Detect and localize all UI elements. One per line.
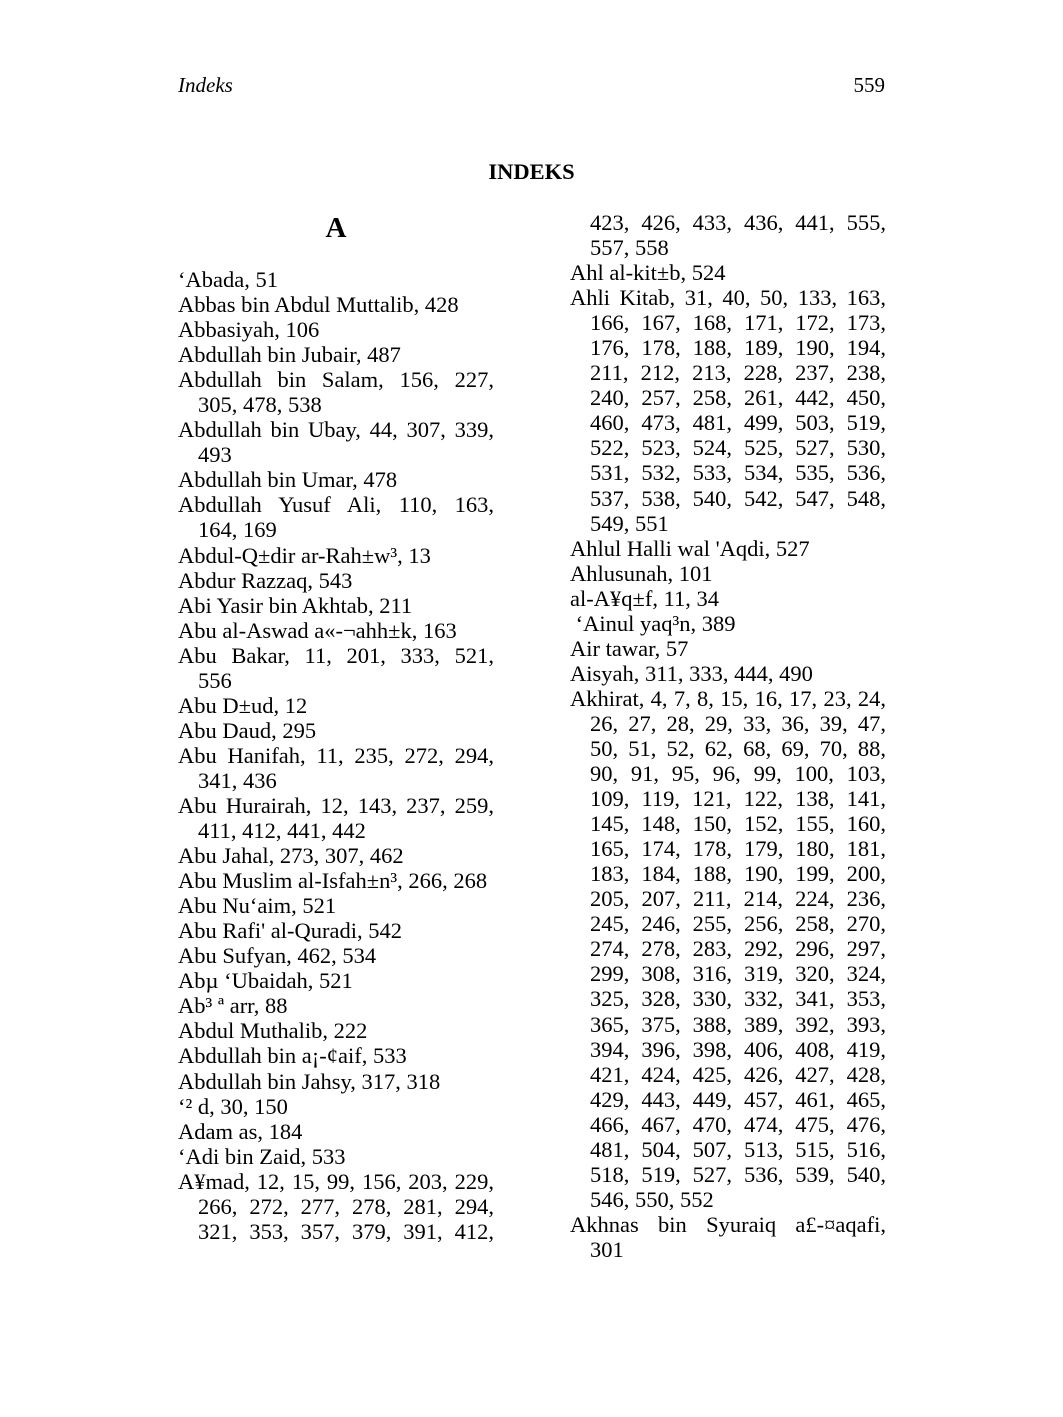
index-entry (570, 561, 886, 586)
index-column-left (178, 267, 494, 1244)
index-entry-continuation-line: 299, 308, 316, 319, 320, 324, (590, 961, 886, 987)
index-entry-term-line: Abu Jahal, 273, 307, 462 (178, 843, 404, 869)
index-entry-continuation-line: 341, 436 (198, 767, 277, 793)
index-entry-continuation-line: 423, 426, 433, 436, 441, 555, (590, 210, 886, 235)
index-entry-continuation-line: 546, 550, 552 (590, 1186, 714, 1212)
index-entry-term-line: Abu Rafi' al-Quradi, 542 (178, 918, 403, 944)
index-entry-continuation-line: 166, 167, 168, 171, 172, 173, (590, 310, 886, 336)
index-entry (178, 843, 494, 868)
index-entry (178, 367, 494, 417)
index-entry (178, 292, 494, 317)
index-entry (178, 568, 494, 593)
index-entry (178, 593, 494, 618)
index-entry (178, 793, 494, 843)
index-entry-term-line: Aisyah, 311, 333, 444, 490 (570, 660, 813, 686)
index-entry-continuation-line: 325, 328, 330, 332, 341, 353, (590, 986, 886, 1012)
index-entry-continuation-line: 321, 353, 357, 379, 391, 412, (198, 1218, 494, 1244)
index-entry-term-line: Akhirat, 4, 7, 8, 15, 16, 17, 23, 24, (570, 685, 886, 711)
index-entry-continuation-line: 165, 174, 178, 179, 180, 181, (590, 836, 886, 862)
index-entry-term-line: Abbas bin Abdul Muttalib, 428 (178, 292, 459, 318)
index-entry-term-line: Abu Bakar, 11, 201, 333, 521, (178, 642, 494, 668)
index-entry (178, 1094, 494, 1119)
index-entry-term-line: Abu D±ud, 12 (178, 692, 308, 718)
index-entry (570, 1212, 886, 1262)
index-entry-continuation-line: 531, 532, 533, 534, 535, 536, (590, 460, 886, 486)
index-entry-term-line: ‘Abada, 51 (178, 267, 278, 292)
index-entry (178, 342, 494, 367)
index-entry-term-line: al-A¥q±f, 11, 34 (570, 585, 719, 611)
index-entry-term-line: Abu Hanifah, 11, 235, 272, 294, (178, 742, 494, 768)
index-entry-continuation-line: 411, 412, 441, 442 (198, 818, 366, 844)
index-entry-continuation-line: 183, 184, 188, 190, 199, 200, (590, 861, 886, 887)
index-entry-term-line: Abdul-Q±dir ar-Rah±w³, 13 (178, 542, 431, 568)
index-entry (570, 686, 886, 1212)
index-entry (570, 636, 886, 661)
index-entry-continuation-line: 556 (198, 667, 232, 693)
index-entry-term-line: Air tawar, 57 (570, 635, 689, 661)
index-entry-term-line: Abdullah bin Umar, 478 (178, 467, 398, 493)
index-entry (570, 611, 886, 636)
index-entry-continuation-line: 557, 558 (590, 235, 669, 261)
index-entry (178, 993, 494, 1018)
index-entry-term-line: Abdul Muthalib, 222 (178, 1018, 368, 1044)
index-entry (178, 968, 494, 993)
index-entry-continuation-line: 549, 551 (590, 510, 669, 536)
index-entry-term-line: Abdullah bin a¡-¢aif, 533 (178, 1043, 407, 1069)
index-entry-term-line: Abu Hurairah, 12, 143, 237, 259, (178, 792, 494, 818)
index-entry-continuation-line: 493 (198, 442, 232, 468)
index-entry-continuation-line: 240, 257, 258, 261, 442, 450, (590, 385, 886, 411)
index-entry-continuation-line: 211, 212, 213, 228, 237, 238, (590, 360, 886, 386)
section-letter-heading: A (325, 212, 347, 244)
index-entry-continuation-line: 421, 424, 425, 426, 427, 428, (590, 1061, 886, 1087)
index-entry (178, 1069, 494, 1094)
index-entry-continuation-line: 245, 246, 255, 256, 258, 270, (590, 911, 886, 937)
index-entry-term-line: Ab³ ª arr, 88 (178, 993, 288, 1019)
index-entry-continuation-line: 145, 148, 150, 152, 155, 160, (590, 811, 886, 837)
index-entry (178, 543, 494, 568)
index-entry (178, 693, 494, 718)
index-entry-term-line: Abbasiyah, 106 (178, 317, 320, 343)
index-entry-continuation-line: 365, 375, 388, 389, 392, 393, (590, 1011, 886, 1037)
index-entry-term-line: Ahl al-kit±b, 524 (570, 260, 726, 286)
index-entry-continuation-line: 90, 91, 95, 96, 99, 100, 103, (590, 761, 886, 787)
index-entry-continuation-line: 266, 272, 277, 278, 281, 294, (198, 1193, 494, 1219)
index-entry (178, 618, 494, 643)
index-entry (178, 417, 494, 467)
index-entry-continuation-line: 109, 119, 121, 122, 138, 141, (590, 786, 886, 812)
index-entry (178, 317, 494, 342)
index-entry (178, 492, 494, 542)
index-entry-continuation-line: 518, 519, 527, 536, 539, 540, (590, 1161, 886, 1187)
index-entry (178, 893, 494, 918)
index-entry-term-line: Abi Yasir bin Akhtab, 211 (178, 592, 413, 618)
index-entry-continuation-line: 522, 523, 524, 525, 527, 530, (590, 435, 886, 461)
index-entry (178, 868, 494, 893)
index-entry (570, 285, 886, 535)
index-entry (178, 918, 494, 943)
index-entry-term-line: ‘² d, 30, 150 (178, 1093, 288, 1119)
index-entry (570, 536, 886, 561)
index-entry-term-line: Abdullah bin Ubay, 44, 307, 339, (178, 417, 494, 443)
index-title: INDEKS (488, 159, 575, 184)
index-entry (178, 1119, 494, 1144)
page-number: 559 (853, 73, 885, 97)
index-entry-continuation-line: 537, 538, 540, 542, 547, 548, (590, 485, 886, 511)
index-entry (178, 1018, 494, 1043)
index-entry-term-line: Abdullah bin Jahsy, 317, 318 (178, 1068, 441, 1094)
index-entry-continuation-line: 460, 473, 481, 499, 503, 519, (590, 410, 886, 436)
index-entry-term-line: Abu Sufyan, 462, 534 (178, 943, 377, 969)
index-entry-term-line: A¥mad, 12, 15, 99, 156, 203, 229, (178, 1168, 494, 1194)
index-column-right (570, 210, 886, 1262)
running-title: Indeks (178, 73, 233, 97)
index-entry-continuation-line: 50, 51, 52, 62, 68, 69, 70, 88, (590, 735, 886, 761)
index-entry-term-line: Abdullah Yusuf Ali, 110, 163, (178, 492, 494, 518)
index-entry-term-line: Akhnas bin Syuraiq a£-¤aqafi, (570, 1211, 886, 1237)
index-entry (178, 467, 494, 492)
index-entry-term-line: ‘Ainul yaq³n, 389 (570, 610, 736, 636)
index-entry (570, 586, 886, 611)
index-entry-term-line: Adam as, 184 (178, 1118, 303, 1144)
index-entry-term-line: Abdur Razzaq, 543 (178, 567, 353, 593)
index-entry-term-line: Abu al-Aswad a«-¬ahh±k, 163 (178, 617, 457, 643)
index-entry-continuation-line: 176, 178, 188, 189, 190, 194, (590, 335, 886, 361)
index-entry (178, 943, 494, 968)
index-entry-term-line: Ahli Kitab, 31, 40, 50, 133, 163, (570, 285, 886, 311)
index-entry-term-line: Abdullah bin Salam, 156, 227, (178, 367, 494, 393)
index-entry-term-line: Abdullah bin Jubair, 487 (178, 342, 401, 368)
index-entry-continuation-line: 481, 504, 507, 513, 515, 516, (590, 1136, 886, 1162)
index-entry-term-line: ‘Adi bin Zaid, 533 (178, 1143, 346, 1169)
index-entry-continuation-line: 466, 467, 470, 474, 475, 476, (590, 1111, 886, 1137)
index-entry (178, 643, 494, 693)
index-entry-continuation-line: 164, 169 (198, 517, 277, 543)
index-entry (178, 718, 494, 743)
index-entry-term-line: Abu Nu‘aim, 521 (178, 893, 337, 919)
index-entry-continuation-line: 274, 278, 283, 292, 296, 297, (590, 936, 886, 962)
index-entry-term-line: Ahlusunah, 101 (570, 560, 713, 586)
index-entry (570, 661, 886, 686)
index-entry-continuation-line: 205, 207, 211, 214, 224, 236, (590, 886, 886, 912)
index-entry-term-line: Abu Daud, 295 (178, 717, 317, 743)
index-entry (570, 260, 886, 285)
index-entry (178, 743, 494, 793)
index-entry-continuation-line: 394, 396, 398, 406, 408, 419, (590, 1036, 886, 1062)
index-entry-continuation-line: 301 (590, 1236, 624, 1262)
index-entry-continuation-line: 429, 443, 449, 457, 461, 465, (590, 1086, 886, 1112)
index-entry (178, 267, 494, 292)
index-entry-term-line: Ahlul Halli wal 'Aqdi, 527 (570, 535, 810, 561)
index-entry-continued (570, 210, 886, 260)
index-entry-term-line: Abu Muslim al-Isfah±n³, 266, 268 (178, 868, 488, 894)
index-entry-continuation-line: 26, 27, 28, 29, 33, 36, 39, 47, (590, 710, 886, 736)
index-entry (178, 1169, 494, 1244)
index-entry (178, 1043, 494, 1068)
index-entry-continuation-line: 305, 478, 538 (198, 392, 322, 418)
index-entry (178, 1144, 494, 1169)
index-entry-term-line: Abµ ‘Ubaidah, 521 (178, 968, 353, 994)
